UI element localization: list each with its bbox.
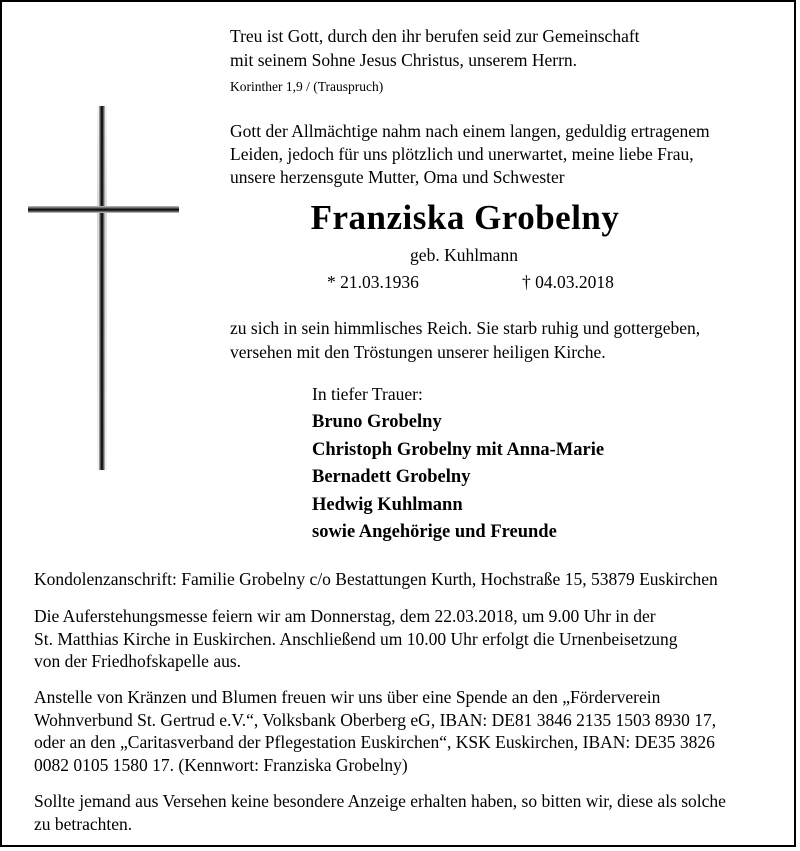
death-date: † 04.03.2018	[522, 272, 614, 292]
condolence-address	[34, 568, 784, 591]
mourner-name: sowie Angehörige und Freunde	[312, 522, 557, 542]
maiden-name: geb. Kuhlmann	[410, 245, 518, 265]
closing-text	[230, 316, 770, 364]
donation-line: 0082 0105 1580 17. (Kennwort: Franziska Grobelny)	[34, 754, 408, 775]
mourners-list	[312, 409, 604, 547]
mourning-heading: In tiefer Trauer:	[312, 384, 423, 404]
donation-line: oder an den „Caritasverband der Pflegestation Euskirchen“, KSK Euskirchen, IBAN: DE35 3826	[34, 732, 715, 752]
bible-verse	[230, 24, 750, 72]
verse-line-2: mit seinem Sohne Jesus Christus, unserem Herrn.	[230, 50, 578, 70]
mourner-name: Bernadett Grobelny	[312, 467, 471, 487]
cross-vertical-beam-icon	[99, 106, 105, 470]
closing-line-2: versehen mit den Tröstungen unserer heiligen Kirche.	[230, 342, 606, 362]
mass-line: St. Matthias Kirche in Euskirchen. Anschließend um 10.00 Uhr erfolgt die Urnenbeisetzung	[34, 628, 678, 649]
notice-line: zu betrachten.	[34, 813, 133, 834]
intro-line-3: unsere herzensgute Mutter, Oma und Schwester	[230, 167, 565, 187]
verse-reference: Korinther 1,9 / (Trauspruch)	[230, 79, 384, 94]
mourner-name: Hedwig Kuhlmann	[312, 494, 463, 515]
condolence-line: Kondolenzanschrift: Familie Grobelny c/o Bestattungen Kurth, Hochstraße 15, 53879 Euskirchen	[34, 569, 718, 589]
notice-line: Sollte jemand aus Versehen keine besondere Anzeige erhalten haben, so bitten wir, diese als solche	[34, 791, 726, 811]
deceased-name: Franziska Grobelny	[310, 198, 620, 237]
donation-line: Wohnverbund St. Gertrud e.V.“, Volksbank Oberberg eG, IBAN: DE81 3846 2135 1503 8930 17,	[34, 709, 717, 730]
intro-line-1: Gott der Allmächtige nahm nach einem langen, geduldig ertragenem	[230, 121, 710, 141]
closing-line-1: zu sich in sein himmlisches Reich. Sie starb ruhig und gottergeben,	[230, 318, 701, 338]
mass-line: von der Friedhofskapelle aus.	[34, 651, 242, 671]
notice-text	[34, 790, 784, 835]
donation-line: Anstelle von Kränzen und Blumen freuen wir uns über eine Spende an den „Förderverein	[34, 687, 661, 707]
mourner-name: Bruno Grobelny	[312, 412, 442, 432]
donation-info	[34, 686, 784, 776]
mass-line: Die Auferstehungsmesse feiern wir am Donnerstag, dem 22.03.2018, um 9.00 Uhr in der	[34, 606, 656, 626]
cross-horizontal-beam-icon	[28, 206, 179, 213]
birth-date: * 21.03.1936	[327, 272, 419, 292]
verse-line-1: Treu ist Gott, durch den ihr berufen seid zur Gemeinschaft	[230, 26, 640, 46]
mourner-name: Christoph Grobelny mit Anna-Marie	[312, 439, 605, 460]
funeral-mass-info	[34, 605, 784, 673]
intro-text	[230, 120, 770, 189]
intro-line-2: Leiden, jedoch für uns plötzlich und unerwartet, meine liebe Frau,	[230, 144, 694, 164]
